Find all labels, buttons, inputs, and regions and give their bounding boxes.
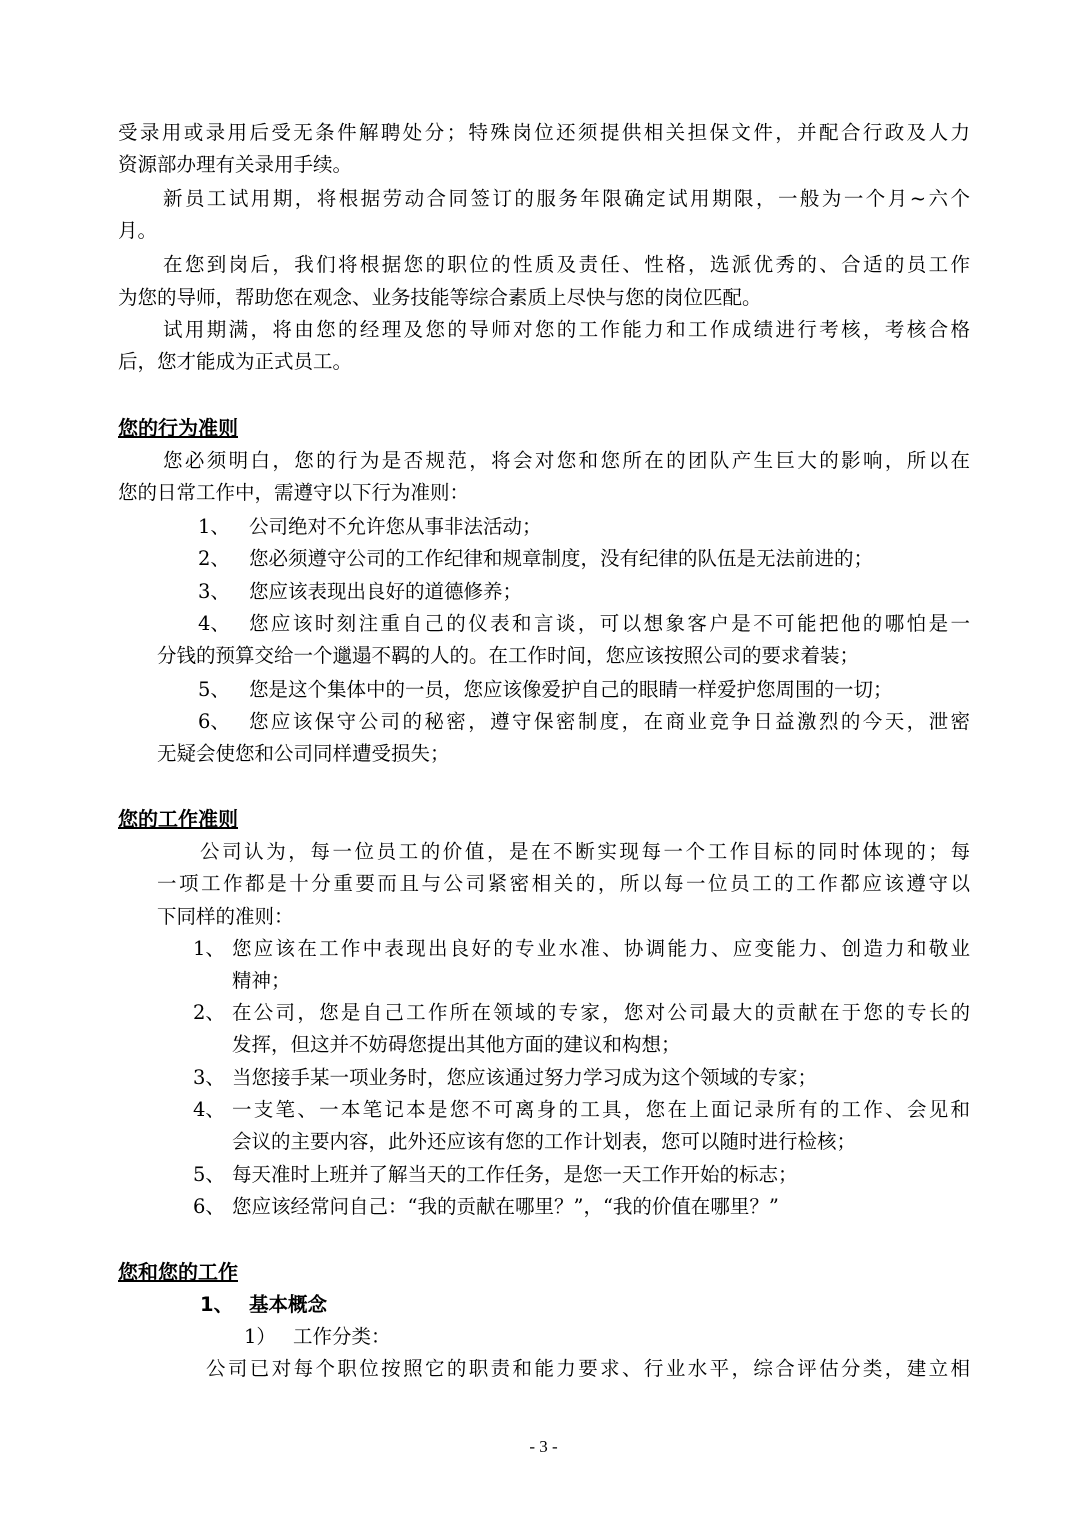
paragraph-line: 公司认为，每一位员工的价值，是在不断实现每一个工作目标的同时体现的；每 (200, 840, 970, 863)
list-number: 1、 (198, 515, 230, 538)
intro-line: 资源部办理有关录用手续。 (118, 153, 353, 176)
list-number: 6、 (198, 710, 230, 733)
page-number: - 3 - (529, 1437, 558, 1456)
list-item: 您应该在工作中表现出良好的专业水准、协调能力、应变能力、创造力和敬业 (232, 937, 970, 960)
list-item-continuation: 会议的主要内容，此外还应该有您的工作计划表，您可以随时进行检核； (232, 1130, 857, 1153)
list-item: 公司绝对不允许您从事非法活动； (249, 515, 542, 538)
list-item: 一支笔、一本笔记本是您不可离身的工具，您在上面记录所有的工作、会见和 (232, 1098, 970, 1121)
list-number: 5、 (198, 678, 230, 701)
paragraph-line: 您必须明白，您的行为是否规范，将会对您和您所在的团队产生巨大的影响，所以在 (163, 449, 970, 472)
paragraph-line: 在您到岗后，我们将根据您的职位的性质及责任、性格，选派优秀的、合适的员工作 (163, 253, 970, 276)
paragraph-line: 您的日常工作中，需遵守以下行为准则： (118, 481, 470, 504)
item-number: 1） (244, 1325, 276, 1348)
list-item-continuation: 精神； (232, 969, 291, 992)
list-number: 4、 (193, 1098, 225, 1121)
list-number: 4、 (198, 612, 230, 635)
list-item: 在公司，您是自己工作所在领域的专家，您对公司最大的贡献在于您的专长的 (232, 1001, 970, 1024)
list-item-continuation: 发挥，但这并不妨碍您提出其他方面的建议和构想； (232, 1033, 681, 1056)
paragraph-line: 试用期满，将由您的经理及您的导师对您的工作能力和工作成绩进行考核，考核合格 (163, 318, 970, 341)
list-number: 2、 (193, 1001, 225, 1024)
list-item: 您应该经常问自己：“我的贡献在哪里？”，“我的价值在哪里？” (232, 1195, 779, 1218)
paragraph-line: 一项工作都是十分重要而且与公司紧密相关的，所以每一位员工的工作都应该遵守以 (157, 872, 970, 895)
list-item-continuation: 无疑会使您和公司同样遭受损失； (157, 742, 450, 765)
section-heading-conduct: 您的行为准则 (118, 416, 238, 440)
list-number: 2、 (198, 547, 230, 570)
paragraph-line: 为您的导师，帮助您在观念、业务技能等综合素质上尽快与您的岗位匹配。 (118, 286, 762, 309)
paragraph-line: 公司已对每个职位按照它的职责和能力要求、行业水平，综合评估分类，建立相 (206, 1357, 970, 1380)
list-number: 6、 (193, 1195, 225, 1218)
section-heading-work: 您的工作准则 (118, 807, 238, 831)
list-item: 您必须遵守公司的工作纪律和规章制度，没有纪律的队伍是无法前进的； (249, 547, 874, 570)
subsection-title: 基本概念 (249, 1293, 328, 1316)
section-heading-you-and-work: 您和您的工作 (118, 1260, 238, 1284)
paragraph-line: 后，您才能成为正式员工。 (118, 350, 353, 373)
list-item: 每天准时上班并了解当天的工作任务，是您一天工作开始的标志； (232, 1163, 798, 1186)
item-title: 工作分类： (293, 1325, 391, 1348)
intro-line: 受录用或录用后受无条件解聘处分；特殊岗位还须提供相关担保文件，并配合行政及人力 (118, 121, 970, 144)
list-number: 5、 (193, 1163, 225, 1186)
list-item: 当您接手某一项业务时，您应该通过努力学习成为这个领域的专家； (232, 1066, 818, 1089)
list-item: 您应该时刻注重自己的仪表和言谈，可以想象客户是不可能把他的哪怕是一 (249, 612, 970, 635)
list-number: 3、 (198, 580, 230, 603)
paragraph-line: 下同样的准则： (157, 905, 294, 928)
paragraph-line: 新员工试用期，将根据劳动合同签订的服务年限确定试用期限，一般为一个月~六个 (163, 187, 970, 210)
paragraph-line: 月。 (118, 219, 158, 242)
subsection-number: 1、 (200, 1293, 234, 1316)
list-item-continuation: 分钱的预算交给一个邋遢不羁的人的。在工作时间，您应该按照公司的要求着装； (157, 644, 860, 667)
list-number: 1、 (193, 937, 225, 960)
list-item: 您是这个集体中的一员，您应该像爱护自己的眼睛一样爱护您周围的一切； (249, 678, 893, 701)
list-item: 您应该保守公司的秘密，遵守保密制度，在商业竞争日益激烈的今天，泄密 (249, 710, 970, 733)
list-item: 您应该表现出良好的道德修养； (249, 580, 523, 603)
list-number: 3、 (193, 1066, 225, 1089)
